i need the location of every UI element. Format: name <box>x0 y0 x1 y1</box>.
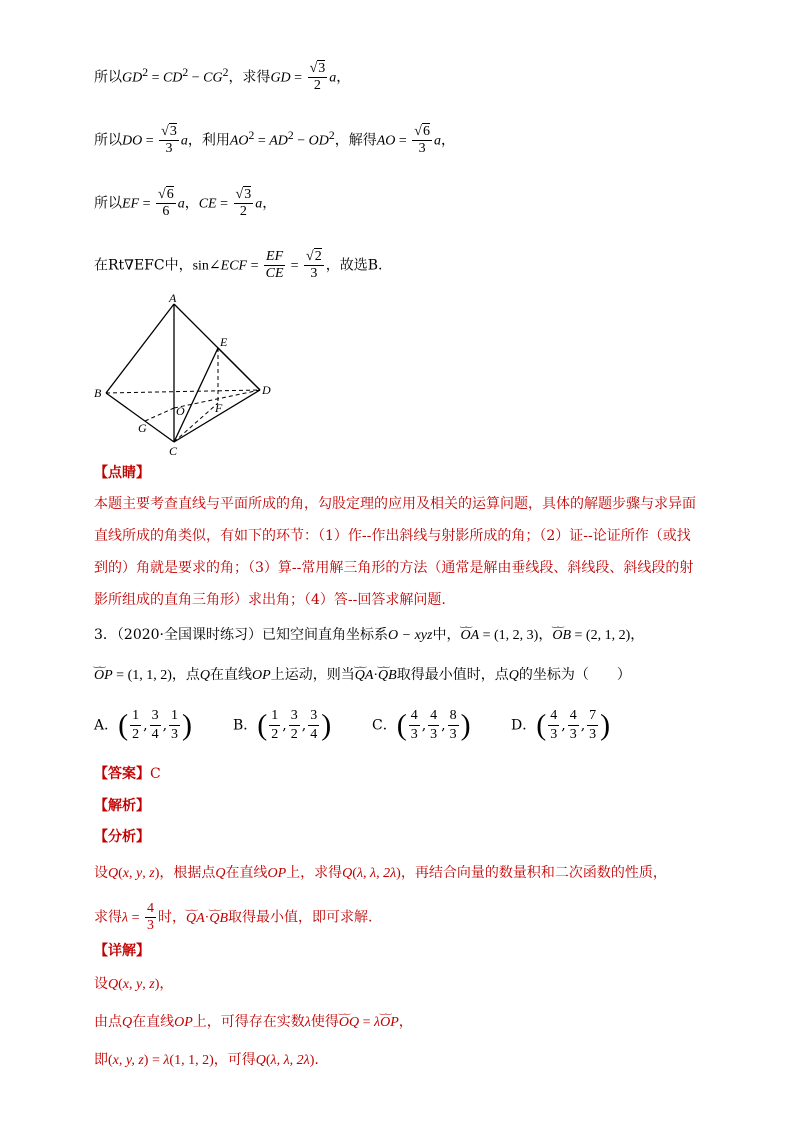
dianjing-paragraph-line-2: 直线所成的角类似，有如下的环节：（1）作--作出斜线与射影所成的角；（2）证--论证所作（或找 <box>94 528 691 544</box>
point-label-e: E <box>220 335 228 349</box>
vertex-label-d: D <box>262 383 271 397</box>
point-label-o: O <box>176 404 185 418</box>
dianjing-paragraph-line-3: 到的）角就是要求的角；（3）算--常用解三角形的方法（通常是解由垂线段、斜线段、斜线段的射 <box>94 560 694 576</box>
dianjing-tag: 【点睛】 <box>94 465 150 481</box>
fenxi-line-2: 求得λ = $\frac{4}{3}$ 时，‿‿ QA·‿‿ QB取得最小值，即可求解. <box>94 902 372 933</box>
xiangjie-line-1: 设Q(x, y, z)， <box>94 976 174 992</box>
question-line-1: 3．（2020·全国课时练习）已知空间直角坐标系O − xyz中，‿‿ OA = (1, 2, 3)，‿‿ OB = (2, 1, 2)， <box>94 628 644 643</box>
question-source: （2020·全国课时练习） <box>116 627 263 643</box>
answer-line <box>94 767 161 781</box>
vertex-label-c: C <box>169 444 178 458</box>
xiangjie-line-2: 由点Q在直线OP上，可得存在实数λ使得‿‿ OQ = λ‿‿ OP， <box>94 1015 413 1030</box>
jiexi-tag: 【解析】 <box>94 798 150 814</box>
solution-line-4: 在Rt∇EFC中，sin∠ECF = $\frac{EF}{CE}$ = $\frac{√2}{3}$ ，故选B. <box>94 249 383 281</box>
xiangjie-tag: 【详解】 <box>94 943 150 959</box>
option-d[interactable]: D．( $\frac{4}{3}$ , $\frac{4}{3}$ , $\frac{7}{3}$ ) <box>511 708 611 742</box>
answer-tag: 【答案】 <box>94 766 150 782</box>
fenxi-tag: 【分析】 <box>94 829 150 845</box>
option-a[interactable]: A．( $\frac{1}{2}$ , $\frac{3}{4}$ , $\frac{1}{3}$ ) <box>94 708 193 742</box>
xiangjie-line-3: 即(x, y, z) = λ(1, 1, 2)，可得Q(λ, λ, 2λ). <box>94 1052 319 1068</box>
vertex-label-b: B <box>94 386 102 400</box>
point-label-f: F <box>215 401 223 415</box>
question-line-2: ‿‿ OP = (1, 1, 2)，点Q在直线OP上运动，则当‿‿ QA·‿‿ QB取得最小值时，点Q的坐标为（ ） <box>94 668 631 683</box>
tetrahedron-figure <box>90 290 290 460</box>
answer-value: C <box>150 766 161 782</box>
fenxi-line-1: 设Q(x, y, z)，根据点Q在直线OP上，求得Q(λ, λ, 2λ)，再结合向量的数量积和二次函数的性质， <box>94 865 667 881</box>
dianjing-paragraph-line-4: 影所组成的直角三角形）求出角；（4）答--回答求解问题. <box>94 592 446 608</box>
point-label-g: G <box>138 421 147 435</box>
vertex-label-a: A <box>169 291 177 305</box>
dianjing-paragraph-line-1: 本题主要考查直线与平面所成的角，勾股定理的应用及相关的运算问题，具体的解题步骤与求异面 <box>94 496 696 512</box>
solution-line-3: 所以EF = $\frac{√6}{6}$ a，CE = $\frac{√3}{2}$ a， <box>94 187 277 219</box>
question-number: 3． <box>94 627 117 643</box>
option-b[interactable]: B．( $\frac{1}{2}$ , $\frac{3}{2}$ , $\frac{3}{4}$ ) <box>233 708 332 742</box>
solution-line-1: 所以$GD^2 = CD^2 - CG^2$，求得GD = $\frac{√3}{2}$ a， <box>94 61 351 93</box>
solution-line-2: 所以DO = $\frac{√3}{3}$ a，利用$AO^2 = AD^2 - OD^2$，解得AO = $\frac{√6}{3}$ a， <box>94 124 455 156</box>
option-c[interactable]: C．( $\frac{4}{3}$ , $\frac{4}{3}$ , $\frac{8}{3}$ ) <box>372 708 471 742</box>
